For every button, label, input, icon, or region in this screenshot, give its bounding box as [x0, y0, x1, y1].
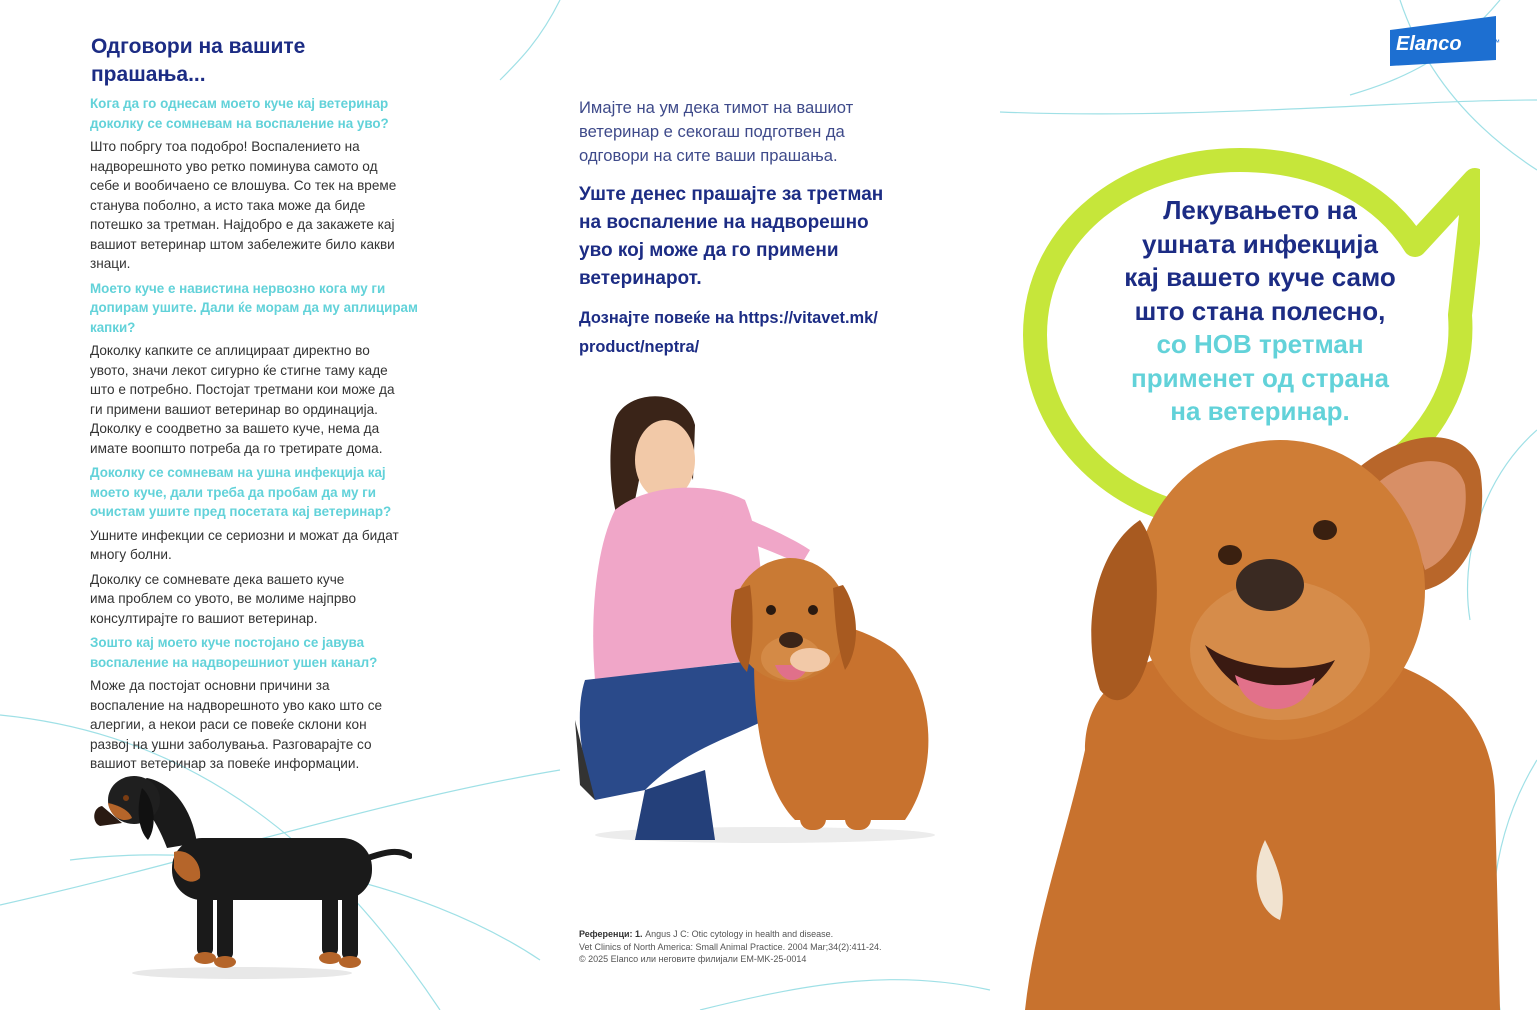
faq-title: Одговори на вашите прашања...	[91, 35, 306, 86]
faq-question: Доколку се сомневам на ушна инфекција кај моето куче, дали треба да пробам да му ги очистам ушите пред посетата кај ветеринар?	[90, 465, 392, 519]
headline-secondary: со НОВ третман применет од страна на ветеринар.	[1130, 329, 1389, 426]
faq-answer: Доколку се сомневате дека вашето куче има проблем со увото, ве молиме најпрво консултирајте го вашиот ветеринар.	[90, 571, 357, 626]
headline	[1050, 194, 1470, 429]
references	[579, 928, 979, 966]
faq-list	[90, 94, 460, 779]
dachshund-photo	[92, 768, 412, 983]
large-dog-photo	[1025, 420, 1537, 1010]
elanco-logo-text: Elanco	[1396, 33, 1462, 55]
intro-text: Имајте на ум дека тимот на вашиот ветеринар е секогаш подготвен да одговори на сите ваши прашања.	[579, 98, 854, 165]
headline-primary: Лекувањето на ушната инфекција кај вашето куче само што стана полесно,	[1124, 195, 1396, 326]
faq-question: Моето куче е навистина нервозно кога му ги допирам ушите. Дали ќе морам да му аплицирам капки?	[90, 280, 418, 335]
elanco-logo-trademark: ™	[1492, 38, 1500, 47]
faq-question: Кога да го однесам моето куче кај ветеринар доколку се сомневам на воспаление на уво?	[90, 96, 389, 131]
learn-more-link[interactable]: Дознајте повеќе на https://vitavet.mk/ product/neptra/	[579, 309, 878, 356]
faq-answer: Доколку капките се аплицираат директно во увото, значи лекот сигурно ќе стигне таму каде што е потребно. Постојат третмани кои може да ги примени вашиот ветеринар во ординација. Доколку е соодветно за вашето куче, нема да имате воопшто потреба да го третирате дома.	[90, 343, 395, 456]
faq-answer: Што побргу тоа подобро! Воспалението на надворешното уво ретко поминува самото од себе и вообичаено се влошува. Со тек на време станува поболно, а исто така може да биде потешко за третман. Најдобро е да закажете кај вашиот ветеринар штом забележите било какви знаци.	[90, 139, 397, 271]
faq-answer: Може да постојат основни причини за воспаление на надворешното уво како што се алергии, а некои раси се повеќе склони кон развој на ушни заболувања. Разговарајте со вашиот ветеринар за повеќе информации.	[90, 678, 383, 771]
references-text: Angus J C: Otic cytology in health and disease. Vet Clinics of North America: Small Animal Practice. 2004 Mar;34(2):411-24. © 2025 Elanco или неговите филијали EM-MK-25-0014	[579, 929, 882, 964]
woman-with-dog-photo	[575, 390, 955, 850]
faq-answer: Ушните инфекции се сериозни и можат да бидат многу болни.	[90, 527, 399, 562]
elanco-logo	[1388, 16, 1498, 66]
faq-question: Зошто кај моето куче постојано се јавува воспаление на надворешниот ушен канал?	[90, 635, 378, 670]
references-label: Референци: 1.	[579, 929, 643, 939]
call-to-action: Уште денес прашајте за третман на воспаление на надворешно уво кој може да го примени ветеринарот.	[579, 184, 884, 289]
